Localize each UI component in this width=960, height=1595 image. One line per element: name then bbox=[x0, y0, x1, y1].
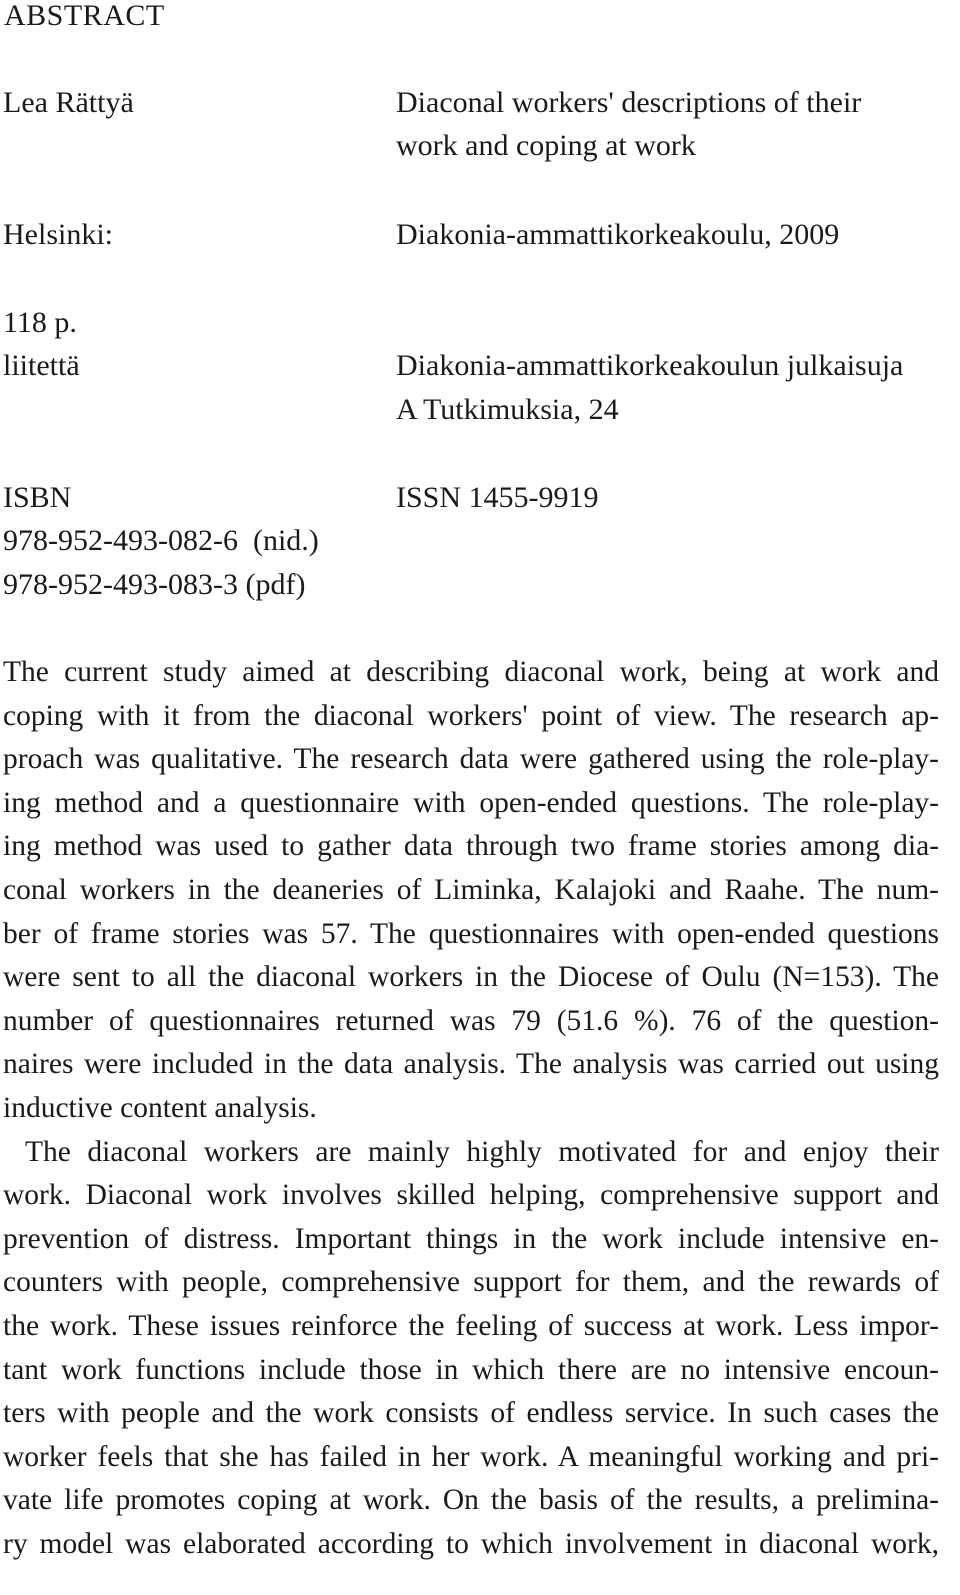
paragraph-1-line: The current study aimed at describing diaconal work, being at work and bbox=[3, 656, 939, 688]
paragraph-2-line: vate life promotes coping at work. On the basis of the results, a prelimina- bbox=[3, 1484, 939, 1517]
page-count: 118 p. bbox=[3, 306, 77, 339]
paragraph-1-line: inductive content analysis. bbox=[3, 1091, 317, 1124]
paragraph-2-line: The diaconal workers are mainly highly motivated for and enjoy their bbox=[25, 1135, 939, 1168]
isbn-pdf: 978-952-493-083-3 (pdf) bbox=[3, 568, 306, 601]
abstract-heading: ABSTRACT bbox=[4, 0, 165, 32]
paragraph-1-line: proach was qualitative. The research data were gathered using the role-play- bbox=[3, 743, 939, 776]
paragraph-2-line: counters with people, comprehensive support for them, and the rewards of bbox=[3, 1266, 939, 1299]
abstract-paragraph-1 bbox=[3, 651, 939, 1131]
paragraph-2-line: the work. These issues reinforce the feeling of success at work. Less impor- bbox=[3, 1309, 939, 1342]
author-name: Lea Rättyä bbox=[3, 86, 134, 119]
paragraph-1-line: were sent to all the diaconal workers in the Diocese of Oulu (N=153). The bbox=[3, 961, 939, 994]
paragraph-1-line: naires were included in the data analysis. The analysis was carried out using bbox=[3, 1048, 939, 1081]
isbn-label: ISBN bbox=[3, 481, 72, 514]
paragraph-2-line: ters with people and the work consists of endless service. In such cases the bbox=[3, 1397, 939, 1430]
series-line-1: Diakonia-ammattikorkeakoulun julkaisuja bbox=[396, 349, 904, 382]
paragraph-2-line: worker feels that she has failed in her work. A meaningful working and pri- bbox=[3, 1440, 939, 1473]
issn: ISSN 1455-9919 bbox=[396, 481, 599, 514]
paragraph-1-line: ing method was used to gather data through two frame stories among dia- bbox=[3, 830, 939, 863]
paragraph-1-line: conal workers in the deaneries of Liminka, Kalajoki and Raahe. The num- bbox=[3, 873, 939, 906]
paragraph-1-line: number of questionnaires returned was 79 (51.6 %). 76 of the question- bbox=[3, 1004, 939, 1037]
appendices-label: liitettä bbox=[3, 349, 80, 382]
paragraph-2-line: tant work functions include those in which there are no intensive encoun- bbox=[3, 1353, 939, 1386]
abstract-paragraph-2 bbox=[3, 1131, 939, 1567]
paragraph-2-line: prevention of distress. Important things in the work include intensive en- bbox=[3, 1222, 939, 1255]
title-line-2: work and coping at work bbox=[396, 129, 696, 162]
paragraph-1-line: ing method and a questionnaire with open-ended questions. The role-play- bbox=[3, 786, 939, 819]
paragraph-2-line: work. Diaconal work involves skilled helping, comprehensive support and bbox=[3, 1179, 939, 1212]
place-label: Helsinki: bbox=[3, 218, 113, 251]
paragraph-2-line: ry model was elaborated according to which involvement in diaconal work, bbox=[3, 1527, 939, 1560]
paragraph-1-line: ber of frame stories was 57. The questionnaires with open-ended questions bbox=[3, 917, 939, 950]
isbn-print: 978-952-493-082-6 (nid.) bbox=[3, 524, 319, 557]
series-line-2: A Tutkimuksia, 24 bbox=[396, 393, 619, 426]
abstract-body bbox=[3, 651, 939, 1566]
publisher: Diakonia-ammattikorkeakoulu, 2009 bbox=[396, 218, 840, 251]
title-line-1: Diaconal workers' descriptions of their bbox=[396, 86, 862, 119]
paragraph-1-line: coping with it from the diaconal workers' point of view. The research ap- bbox=[3, 699, 939, 732]
